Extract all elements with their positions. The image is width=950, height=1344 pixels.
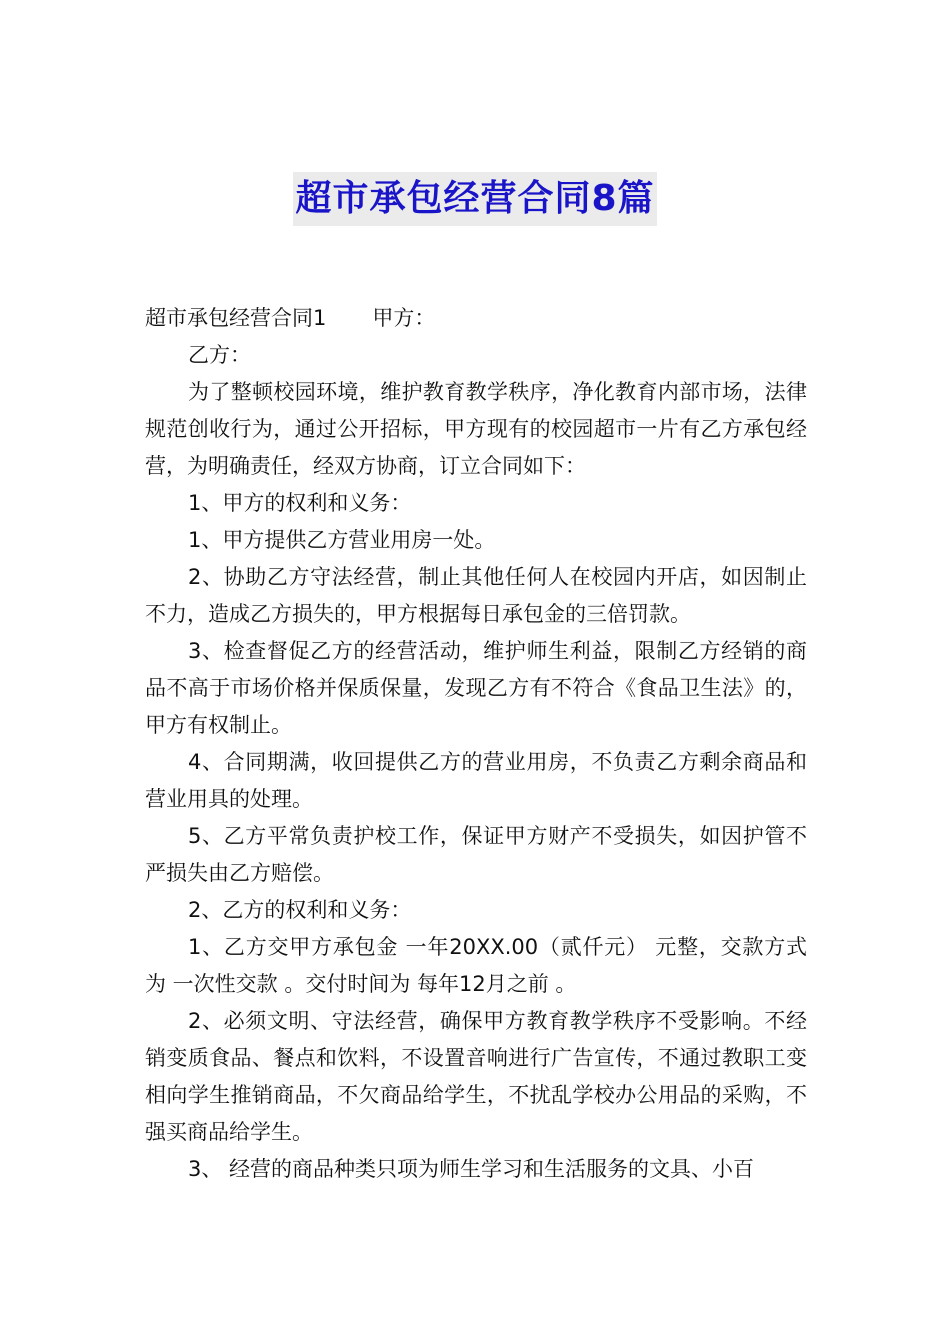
party-a-clause-1: 1、甲方提供乙方营业用房一处。 (188, 528, 496, 552)
party-a-clause-5: 5、乙方平常负责护校工作，保证甲方财产不受损失，如因护管不严损失由乙方赔偿。 (145, 824, 807, 885)
section-heading-party-a: 1、甲方的权利和义务： (188, 491, 412, 515)
party-a-clause-4: 4、合同期满，收回提供乙方的营业用房，不负责乙方剩余商品和营业用具的处理。 (145, 750, 807, 811)
party-a-clause-3: 3、检查督促乙方的经营活动，维护师生利益，限制乙方经销的商品不高于市场价格并保质保量，发现乙方有不符合《食品卫生法》的，甲方有权制止。 (145, 639, 807, 737)
party-b-clause-3: 3、 经营的商品种类只项为师生学习和生活服务的文具、小百 (188, 1157, 755, 1181)
document-body (145, 300, 807, 1188)
preamble-paragraph: 为了整顿校园环境，维护教育教学秩序，净化教育内部市场，法律规范创收行为，通过公开招标，甲方现有的校园超市一片有乙方承包经营，为明确责任，经双方协商，订立合同如下： (145, 380, 807, 478)
party-a-label: 甲方： (372, 306, 436, 330)
party-b-clause-1: 1、乙方交甲方承包金 一年20XX.00（贰仟元） 元整，交款方式为 一次性交款 。交付时间为 每年12月之前 。 (145, 935, 807, 996)
party-a-clause-2: 2、协助乙方守法经营，制止其他任何人在校园内开店，如因制止不力，造成乙方损失的，甲方根据每日承包金的三倍罚款。 (145, 565, 807, 626)
title-container (0, 172, 950, 226)
party-b-clause-2: 2、必须文明、守法经营，确保甲方教育教学秩序不受影响。不经销变质食品、餐点和饮料，不设置音响进行广告宣传，不通过教职工变相向学生推销商品，不欠商品给学生，不扰乱学校办公用品的采购，不强买商品给学生。 (145, 1009, 807, 1144)
contract-title: 超市承包经营合同1 (145, 306, 327, 330)
document-title: 超市承包经营合同8篇 (293, 172, 656, 226)
party-b-label: 乙方： (188, 343, 251, 367)
contract-heading-line (145, 300, 807, 337)
section-heading-party-b: 2、乙方的权利和义务： (188, 898, 412, 922)
